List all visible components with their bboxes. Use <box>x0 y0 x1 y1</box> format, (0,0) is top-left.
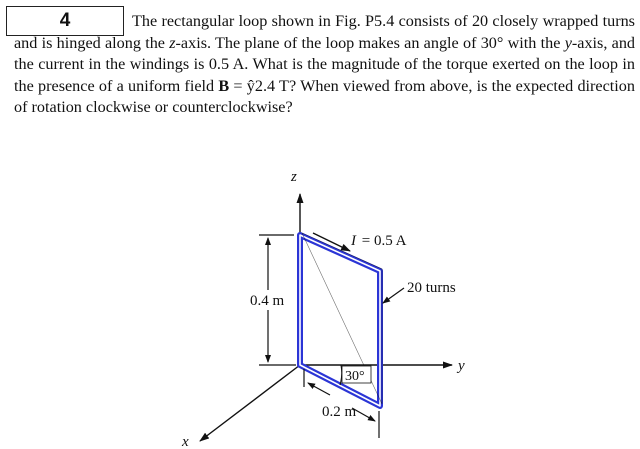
statement-y-var: y <box>564 33 572 52</box>
turns-pointer <box>383 288 404 303</box>
statement-part-1: The rectangular loop shown in Fig. P5.4 consists of 20 closely wrapped turns and is hinged along the <box>14 12 635 52</box>
problem-number: 4 <box>59 10 71 31</box>
x-axis-label: x <box>182 434 189 449</box>
current-label: I = 0.5 A <box>351 233 407 249</box>
statement-b-vector: B <box>218 76 230 95</box>
height-label: 0.4 m <box>250 293 285 309</box>
width-label: 0.2 m <box>322 404 357 420</box>
x-axis <box>200 365 300 441</box>
angle-label: 30° <box>345 369 365 384</box>
y-axis-label: y <box>458 358 465 374</box>
statement-part-3: -axis, and the current in the windings is 0.5 A. What is the magnitude of the torque exerted on the loop in the presence of a uniform field <box>14 33 636 95</box>
angle-arc <box>340 365 342 385</box>
statement-part-2: -axis. The plane of the loop makes an angle of 30° with the <box>175 33 565 52</box>
turns-label: 20 turns <box>407 280 456 296</box>
statement-z-var: z <box>169 33 176 52</box>
statement-part-4: = ŷ2.4 T? When viewed from above, is the expected direction of rotation clockwise or counterclockwise? <box>14 76 635 117</box>
z-axis-label: z <box>291 169 297 185</box>
